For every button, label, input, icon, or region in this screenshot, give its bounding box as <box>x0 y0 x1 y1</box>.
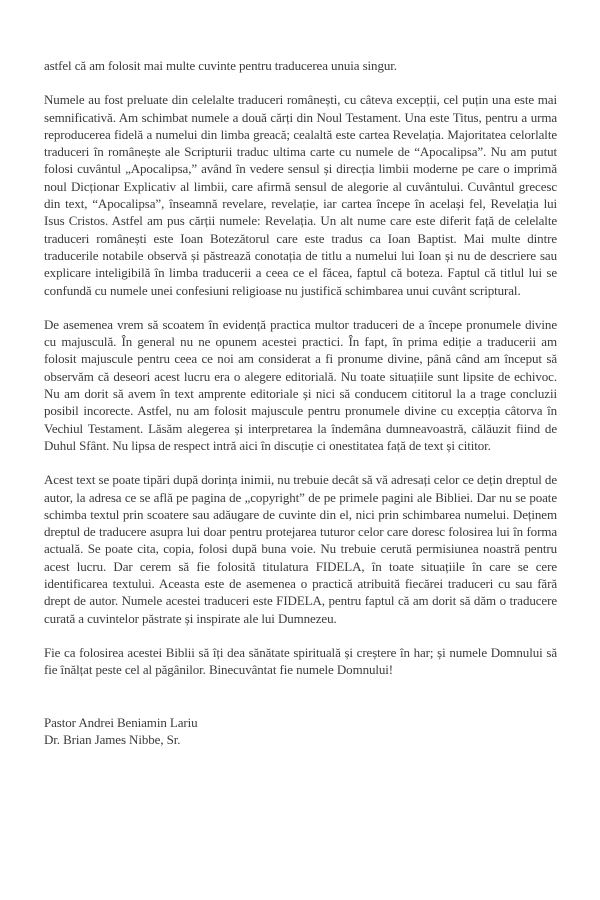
paragraph-5: Fie ca folosirea acestei Biblii să îți dea sănătate spirituală și creștere în har; și numele Domnului să fie înălțat peste cel al păgânilor. Binecuvântat fie numele Domnului! <box>44 644 557 678</box>
paragraph-2: Numele au fost preluate din celelalte traduceri românești, cu câteva excepții, cel puțin una este mai semnificativă. Am schimbat numele a două cărți din Noul Testament. Una este Titus, pentru a urma reproducerea fidelă a numelui din limba greacă; cealaltă este cartea Revelația. Majoritatea celorlalte traduceri în românește ale Scripturii traduc ultima carte cu numele de “Apocalipsa”. Nu am putut folosi cuvântul „Apocalipsa,” având în vedere sensul și direcția limbii moderne pe care o imprimă noul Dicționar Explicativ al limbii, care afirmă sensul de alegorie al cuvântului. Cuvântul grecesc din text, “Apocalipsa”, înseamnă revelare, revelație, iar cartea începe în același fel, Revelația lui Isus Cristos. Astfel am pus cărții numele: Revelația. Un alt nume care este diferit față de celelalte traduceri românești este Ioan Botezătorul care este tradus ca Ioan Baptist. Mai multe dintre traducerile notabile observă și păstrează conotația de titlu a numelui lui Ioan și nu de descriere sau explicare inteligibilă în limba traducerii a ceea ce el făcea, faptul că boteza. Faptul că titlul lui se confundă cu numele unei confesiuni religioase nu justifică schimbarea unui cuvânt scriptural. <box>44 92 557 298</box>
paragraph-1: astfel că am folosit mai multe cuvinte pentru traducerea unuia singur. <box>44 58 397 73</box>
paragraph-4: Acest text se poate tipări după dorința inimii, nu trebuie decât să vă adresați celor ce dețin dreptul de autor, la adresa ce se află pe pagina de „copyright” de pe primele pagini ale Bibliei. Dar nu se poate schimba textul prin scoatere sau adăugare de cuvinte din el, nici prin schimbarea numelui. Deținem dreptul de traducere asupra lui doar pentru protejarea tuturor celor care doresc folosirea lui în forma actuală. Se poate cita, copia, folosi după buna voie. Nu trebuie cerută permisiunea noastră pentru acest lucru. Dar cerem să fie folosită titulatura FIDELA, în toate situațiile în care se cere identificarea textului. Aceasta este de asemenea o practică atribuită fiecărei traduceri cu sau fără drept de autor. Numele acestei traduceri este FIDELA, pentru faptul că am dorit să dăm o traducere curată a cuvintelor păstrate și inspirate ale lui Dumnezeu. <box>44 472 557 626</box>
signature-line-doctor: Dr. Brian James Nibbe, Sr. <box>44 731 181 747</box>
signature-line-pastor: Pastor Andrei Beniamin Lariu <box>44 714 198 730</box>
paragraph-3: De asemenea vrem să scoatem în evidență practica multor traduceri de a începe pronumele divine cu majusculă. În general nu ne opunem acestei practici. În fapt, în prima ediție a traducerii am folosit majuscule pentru ceea ce noi am considerat a fi pronume divine, până când am început să observăm că deseori acest lucru era o alegere editorială. Nu toate situațiile sunt lipsite de echivoc. Nu am dorit să avem în text amprente editoriale și nici să conducem cititorul la a trage concluzii posibil incorecte. Astfel, nu am folosit majuscule pentru pronumele divine cu excepția câtorva în Vechiul Testament. Lăsăm alegerea și interpretarea la îndemâna dumneavoastră, călăuzit fiind de Duhul Sfânt. Nu lipsa de respect intră aici în discuție ci onestitatea față de text și cititor. <box>44 316 557 453</box>
signature-block <box>44 714 557 749</box>
text-block <box>44 57 557 748</box>
